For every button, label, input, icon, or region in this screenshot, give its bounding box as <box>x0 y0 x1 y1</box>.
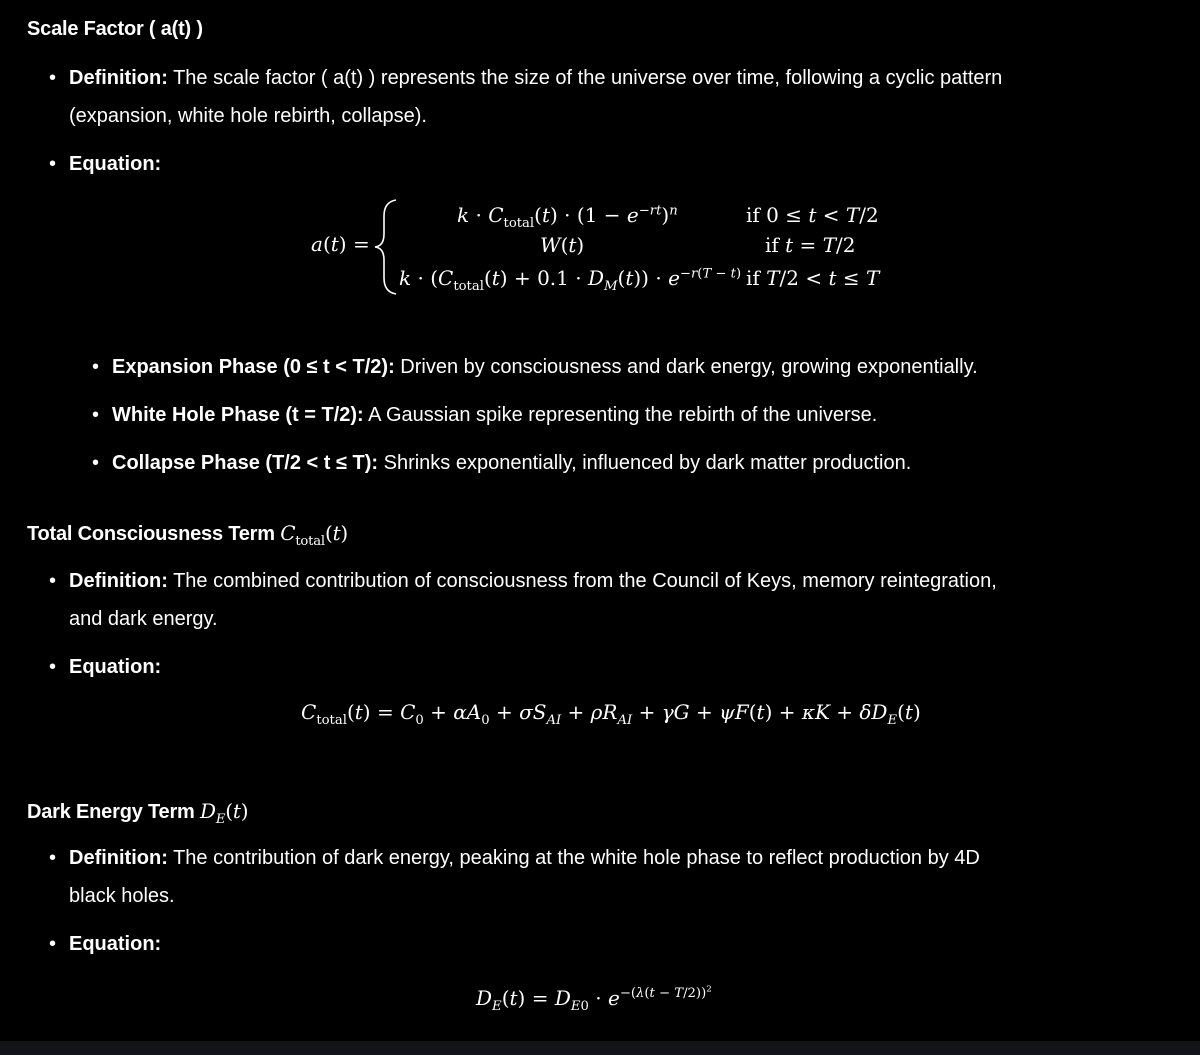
phase-condition: (t = T/2): <box>285 404 364 426</box>
section-title-text: Total Consciousness Term <box>27 523 275 545</box>
bullet-dot: • <box>92 356 100 378</box>
bullet-dot: • <box>49 67 57 89</box>
total-consciousness-definition <box>49 562 1129 638</box>
dark-energy-equation-label <box>49 925 1129 963</box>
dark-energy-equation: $D_E(t) = D_{E0} \cdot e^{-(\lambda(t - T/2))^2}$ <box>476 984 712 1014</box>
bullet-dot: • <box>49 153 57 175</box>
definition-text-continued: and dark energy. <box>69 608 218 630</box>
phase-expansion <box>92 348 1172 386</box>
phase-text: Shrinks exponentially, influenced by dark matter production. <box>378 452 912 474</box>
phase-text: A Gaussian spike representing the rebirth of the universe. <box>363 404 878 426</box>
phase-condition: (T/2 < t ≤ T): <box>265 452 379 474</box>
definition-text-continued: (expansion, white hole rebirth, collapse). <box>69 105 427 127</box>
bullet-dot: • <box>49 656 57 678</box>
left-brace-icon <box>372 198 402 296</box>
definition-label: Definition: <box>69 570 168 592</box>
section-title-dark-energy <box>27 799 249 827</box>
phase-white-hole <box>92 396 1172 434</box>
bullet-dot: • <box>92 452 100 474</box>
section-title-math: $D_E(t)$ <box>199 799 249 827</box>
scale-factor-equation-label <box>49 145 1129 183</box>
definition-text: The contribution of dark energy, peaking at the white hole phase to reflect production by 4D <box>167 847 980 869</box>
section-title-total-consciousness <box>27 521 349 549</box>
bullet-dot: • <box>92 404 100 426</box>
case3-expression: $k \cdot (C_{total}(t) + 0.1 \cdot D_M(t)) \cdot e^{-r(T - t)}$ <box>399 266 742 294</box>
phase-label: Expansion Phase <box>112 356 278 378</box>
bottom-bar <box>0 1041 1200 1055</box>
definition-label: Definition: <box>69 67 168 89</box>
definition-label: Definition: <box>69 847 168 869</box>
definition-text: The scale factor ( a(t) ) represents the size of the universe over time, following a cyclic pattern <box>167 67 1003 89</box>
definition-text-continued: black holes. <box>69 885 175 907</box>
phase-label: White Hole Phase <box>112 404 280 426</box>
section-title-math: $C_{total}(t)$ <box>280 521 349 549</box>
equation-label: Equation: <box>69 656 162 678</box>
equation-lhs: a(t) = <box>311 232 370 256</box>
equation-label: Equation: <box>69 933 162 955</box>
total-consciousness-equation-label <box>49 648 1129 686</box>
phase-label: Collapse Phase <box>112 452 260 474</box>
scale-factor-definition <box>49 59 1129 135</box>
phase-text: Driven by consciousness and dark energy, growing exponentially. <box>394 356 978 378</box>
section-title-text: Dark Energy Term <box>27 801 195 823</box>
case1-expression: $k \cdot C_{total}(t) \cdot (1 - e^{-rt})^n$ <box>457 203 678 231</box>
case1-condition: if 0 ≤ t < T/2 <box>746 203 879 227</box>
bullet-dot: • <box>49 847 57 869</box>
phase-collapse <box>92 444 1172 482</box>
case3-condition: if T/2 < t ≤ T <box>746 266 880 290</box>
dark-energy-definition <box>49 839 1129 915</box>
bullet-dot: • <box>49 570 57 592</box>
section-title-scale-factor: Scale Factor ( a(t) ) <box>27 18 203 40</box>
definition-text: The combined contribution of consciousness from the Council of Keys, memory reintegration, <box>167 570 997 592</box>
phase-condition: (0 ≤ t < T/2): <box>283 356 395 378</box>
equation-label: Equation: <box>69 153 162 175</box>
case2-expression: W(t) <box>540 233 585 257</box>
total-consciousness-equation: $C_{total}(t) = C_0 + \alpha A_0 + \sigma S_{AI} + \rho R_{AI} + \gamma G + \psi F(t) + \kappa K + \delta D_E(t)$ <box>301 700 921 728</box>
case2-condition: if t = T/2 <box>765 233 856 257</box>
bullet-dot: • <box>49 933 57 955</box>
